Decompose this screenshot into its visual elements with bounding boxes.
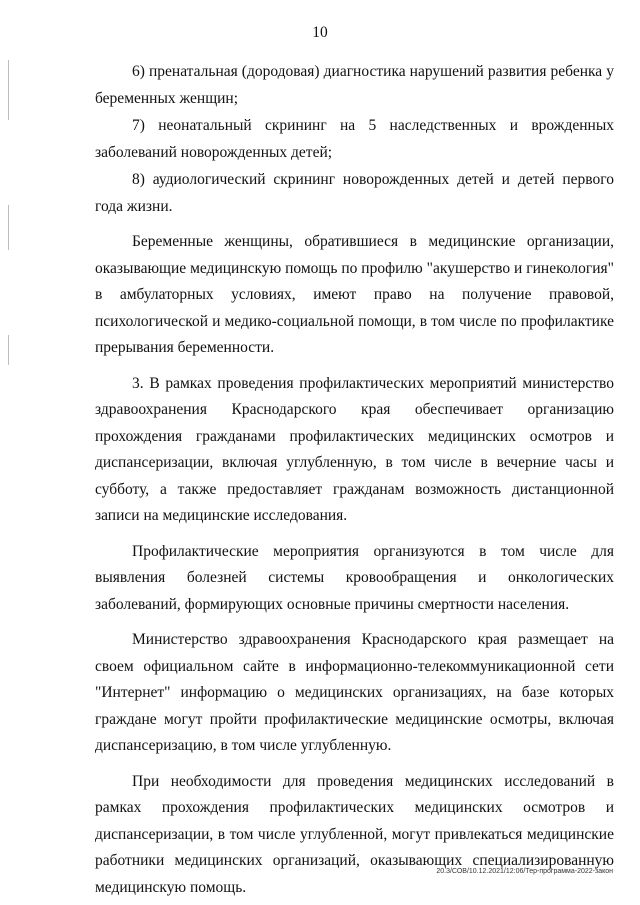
paragraph-item-7: 7) неонатальный скрининг на 5 наследственных и врожденных заболеваний новорожденных детей; bbox=[95, 117, 614, 161]
paragraph-section-3: 3. В рамках проведения профилактических мероприятий министерство здравоохранения Краснодарского края обеспечивает организацию прохождения гражданами профилактических медицинских осмотров и диспансеризации, включая углубленную, в том числе в вечерние часы и субботу, а также предоставляет гражданам возможность дистанционной записи на медицинские исследования. bbox=[95, 374, 614, 524]
paragraph-ministry-website: Министерство здравоохранения Краснодарского края размещает на своем официальном сайте в информационно-телекоммуникационной сети "Интернет" информацию о медицинских организациях, на базе которых граждане могут пройти профилактические медицинские осмотры, включая диспансеризацию, в том числе углубленную. bbox=[95, 631, 614, 754]
margin-scan-mark bbox=[8, 335, 9, 365]
paragraph-item-6: 6) пренатальная (дородовая) диагностика нарушений развития ребенка у беременных женщин; bbox=[95, 63, 614, 107]
paragraph-item-8: 8) аудиологический скрининг новорожденных детей и детей первого года жизни. bbox=[95, 171, 614, 215]
document-footer-code: 20.3/СОВ/10.12.2021/12:06/Тер-программа-2022-закон bbox=[436, 868, 613, 875]
page-number: 10 bbox=[312, 24, 328, 41]
paragraph-preventive-measures: Профилактические мероприятия организуются в том числе для выявления болезней системы кровообращения и онкологических заболеваний, формирующих основные причины смертности населения. bbox=[95, 542, 614, 613]
paragraph-pregnant-women: Беременные женщины, обратившиеся в медицинские организации, оказывающие медицинскую помощь по профилю "акушерство и гинекология" в амбулаторных условиях, имеют право на получение правовой, психологической и медико-социальной помощи, в том числе по профилактике прерывания беременности. bbox=[95, 233, 614, 356]
document-body bbox=[95, 59, 614, 901]
margin-scan-mark bbox=[8, 205, 9, 250]
paragraph-medical-workers: При необходимости для проведения медицинских исследований в рамках прохождения профилактических медицинских осмотров и диспансеризации, в том числе углубленной, могут привлекаться медицинские работники медицинских организаций, оказывающих специализированную медицинскую помощь. bbox=[95, 772, 614, 896]
margin-scan-mark bbox=[8, 60, 9, 120]
